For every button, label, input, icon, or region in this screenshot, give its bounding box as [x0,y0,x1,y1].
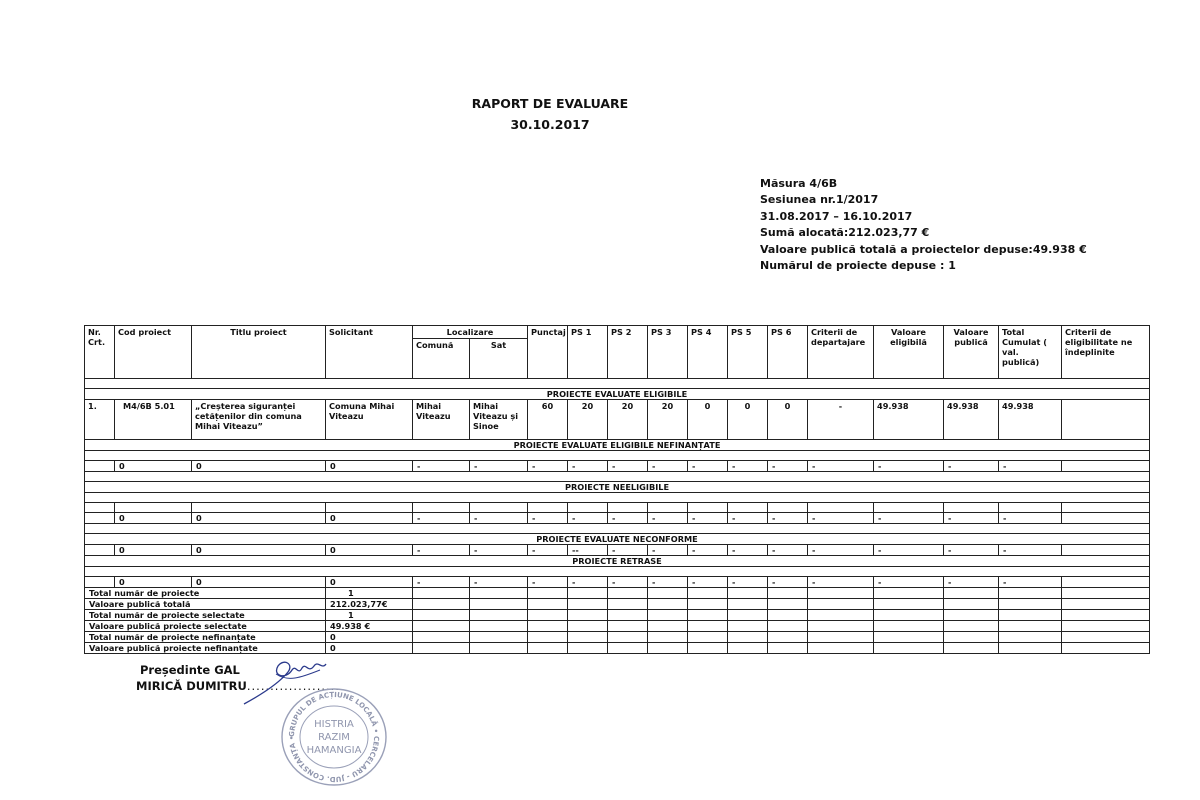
cell-valoare-eligibila: - [874,545,944,556]
section-neeligibile: PROIECTE NEELIGIBILE [85,482,1150,493]
cell-ps2: - [608,461,648,472]
cell-valoare-eligibila: - [874,577,944,588]
cell-ps3: - [648,513,688,524]
info-sesiunea: Sesiunea nr.1/2017 [760,193,879,207]
cell-ps5: - [728,513,768,524]
col-criterii-departajare: Criterii de departajare [808,326,874,379]
cell-ps1: - [568,513,608,524]
info-numar: Numărul de proiecte depuse : 1 [760,259,956,273]
section-eligibile: PROIECTE EVALUATE ELIGIBILE [85,389,1150,400]
cell-cod: 0 [115,513,192,524]
header-row [85,326,1150,339]
section-neconforme: PROIECTE EVALUATE NECONFORME [85,534,1150,545]
session-info [760,176,1087,274]
signature-role: Președinte GAL [140,663,240,677]
project-punctaj: 60 [528,400,568,440]
project-solicitant: Comuna Mihai Viteazu [326,400,413,440]
evaluation-table [84,325,1150,654]
total-row [85,621,1150,632]
cell-criterii: - [808,461,874,472]
project-ps3: 20 [648,400,688,440]
cell-solicitant: 0 [326,545,413,556]
cell-criterii: - [808,545,874,556]
project-criterii-eligibilitate [1062,400,1150,440]
project-ps4: 0 [688,400,728,440]
cell-punctaj: - [528,545,568,556]
cell-titlu: 0 [192,545,326,556]
project-row [85,400,1150,440]
col-ps5: PS 5 [728,326,768,379]
spacer-row [85,451,1150,461]
cell-ps2: - [608,577,648,588]
cell-titlu: 0 [192,577,326,588]
cell-solicitant: 0 [326,577,413,588]
spacer-row [85,524,1150,534]
cell-sat: - [470,545,528,556]
empty-row [85,545,1150,556]
cell-ps5: - [728,577,768,588]
col-valoare-eligibila: Valoare eligibilă [874,326,944,379]
cell-ps2: - [608,545,648,556]
col-ps3: PS 3 [648,326,688,379]
cell-ps3: - [648,545,688,556]
report-title: RAPORT DE EVALUARE [471,96,629,111]
project-criterii: - [808,400,874,440]
total-row [85,632,1150,643]
info-perioada: 31.08.2017 – 16.10.2017 [760,209,913,223]
col-ps2: PS 2 [608,326,648,379]
svg-text:HAMANGIA: HAMANGIA [306,745,362,756]
project-nr: 1. [85,400,115,440]
cell-criterii: - [808,577,874,588]
selectate-label: Total număr de proiecte selectate [85,610,326,621]
project-ps2: 20 [608,400,648,440]
col-valoare-publica: Valoare publică [944,326,999,379]
valoare-nefinantate-value: 0 [326,643,413,654]
cell-comuna: - [413,461,470,472]
col-total-cumulat: Total Cumulat ( val. publică) [999,326,1062,379]
cell-cod: 0 [115,577,192,588]
cell-ps6: - [768,461,808,472]
col-ps4: PS 4 [688,326,728,379]
project-cod: M4/6B 5.01 [115,400,192,440]
cell-valoare-publica: - [944,545,999,556]
cell-valoare-publica: - [944,461,999,472]
cell-ps6: - [768,545,808,556]
project-ps5: 0 [728,400,768,440]
col-solicitant: Solicitant [326,326,413,379]
cell-ps1: -- [568,545,608,556]
nefinantate-value: 0 [326,632,413,643]
cell-sat: - [470,461,528,472]
cell-solicitant: 0 [326,513,413,524]
cell-sat: - [470,513,528,524]
nefinantate-label: Total număr de proiecte nefinanțate [85,632,326,643]
col-nr: Nr. Crt. [85,326,115,379]
svg-text:GRUPUL DE ACȚIUNE LOCALĂ • CER: GRUPUL DE ACȚIUNE LOCALĂ • CERCELARU - JUD. CONSTANȚA • [287,690,381,784]
cell-ps1: - [568,577,608,588]
total-row [85,599,1150,610]
spacer-row [85,472,1150,482]
cell-ps1: - [568,461,608,472]
col-localizare: Localizare [413,326,528,339]
cell-ps3: - [648,577,688,588]
cell-ps4: - [688,461,728,472]
cell-valoare-eligibila: - [874,513,944,524]
signature-name: MIRICĂ DUMITRU [136,679,247,693]
valoare-totala-label: Valoare publică totală [85,599,326,610]
project-valoare-eligibila: 49.938 [874,400,944,440]
cell-ps2: - [608,513,648,524]
report-date: 30.10.2017 [510,117,590,132]
info-suma: Sumă alocată:212.023,77 € [760,226,930,240]
cell-ps4: - [688,577,728,588]
svg-text:RAZIM: RAZIM [318,732,350,743]
valoare-nefinantate-label: Valoare publică proiecte nefinanțate [85,643,326,654]
cell-punctaj: - [528,461,568,472]
empty-row [85,513,1150,524]
project-comuna: Mihai Viteazu [413,400,470,440]
cell-comuna: - [413,577,470,588]
cell-total: - [999,577,1062,588]
col-ps1: PS 1 [568,326,608,379]
cell-comuna: - [413,545,470,556]
valoare-totala-value: 212.023,77€ [326,599,413,610]
cell-ps6: - [768,513,808,524]
blank-row [85,503,1150,513]
col-ps6: PS 6 [768,326,808,379]
cell-punctaj: - [528,577,568,588]
section-retrase: PROIECTE RETRASE [85,556,1150,567]
info-masura: Măsura 4/6B [760,177,838,190]
cell-solicitant: 0 [326,461,413,472]
col-criterii-eligibilitate: Criterii de eligibilitate ne îndeplinite [1062,326,1150,379]
total-row [85,610,1150,621]
cell-valoare-publica: - [944,577,999,588]
section-nefinantate: PROIECTE EVALUATE ELIGIBILE NEFINANȚATE [85,440,1150,451]
col-sat: Sat [470,339,528,379]
project-sat: Mihai Viteazu și Sinoe [470,400,528,440]
selectate-value: 1 [326,610,413,621]
cell-cod: 0 [115,545,192,556]
cell-valoare-publica: - [944,513,999,524]
cell-criterii: - [808,513,874,524]
spacer-row [85,567,1150,577]
empty-row [85,577,1150,588]
valoare-selectate-value: 49.938 € [326,621,413,632]
cell-titlu: 0 [192,513,326,524]
cell-punctaj: - [528,513,568,524]
cell-sat: - [470,577,528,588]
cell-total: - [999,513,1062,524]
cell-ps6: - [768,577,808,588]
cell-ps5: - [728,461,768,472]
total-row [85,588,1150,599]
svg-text:HISTRIA: HISTRIA [314,719,354,730]
project-total-cumulat: 49.938 [999,400,1062,440]
cell-comuna: - [413,513,470,524]
col-titlu: Titlu proiect [192,326,326,379]
cell-valoare-eligibila: - [874,461,944,472]
project-valoare-publica: 49.938 [944,400,999,440]
total-numar-value: 1 [326,588,413,599]
project-titlu: „Creșterea siguranței cetățenilor din comuna Mihai Viteazu” [192,400,326,440]
total-numar-label: Total număr de proiecte [85,588,326,599]
project-ps1: 20 [568,400,608,440]
valoare-selectate-label: Valoare publică proiecte selectate [85,621,326,632]
col-punctaj: Punctaj [528,326,568,379]
cell-cod: 0 [115,461,192,472]
cell-ps4: - [688,545,728,556]
project-ps6: 0 [768,400,808,440]
cell-ps4: - [688,513,728,524]
spacer-row [85,379,1150,389]
gal-stamp [272,683,396,791]
cell-total: - [999,461,1062,472]
info-valoare: Valoare publică totală a proiectelor depuse:49.938 € [760,242,1087,256]
empty-row [85,461,1150,472]
cell-ps5: - [728,545,768,556]
signature-dots: .................... [246,679,340,693]
col-cod: Cod proiect [115,326,192,379]
spacer-row [85,493,1150,503]
cell-titlu: 0 [192,461,326,472]
col-comuna: Comună [413,339,470,379]
cell-total: - [999,545,1062,556]
cell-ps3: - [648,461,688,472]
